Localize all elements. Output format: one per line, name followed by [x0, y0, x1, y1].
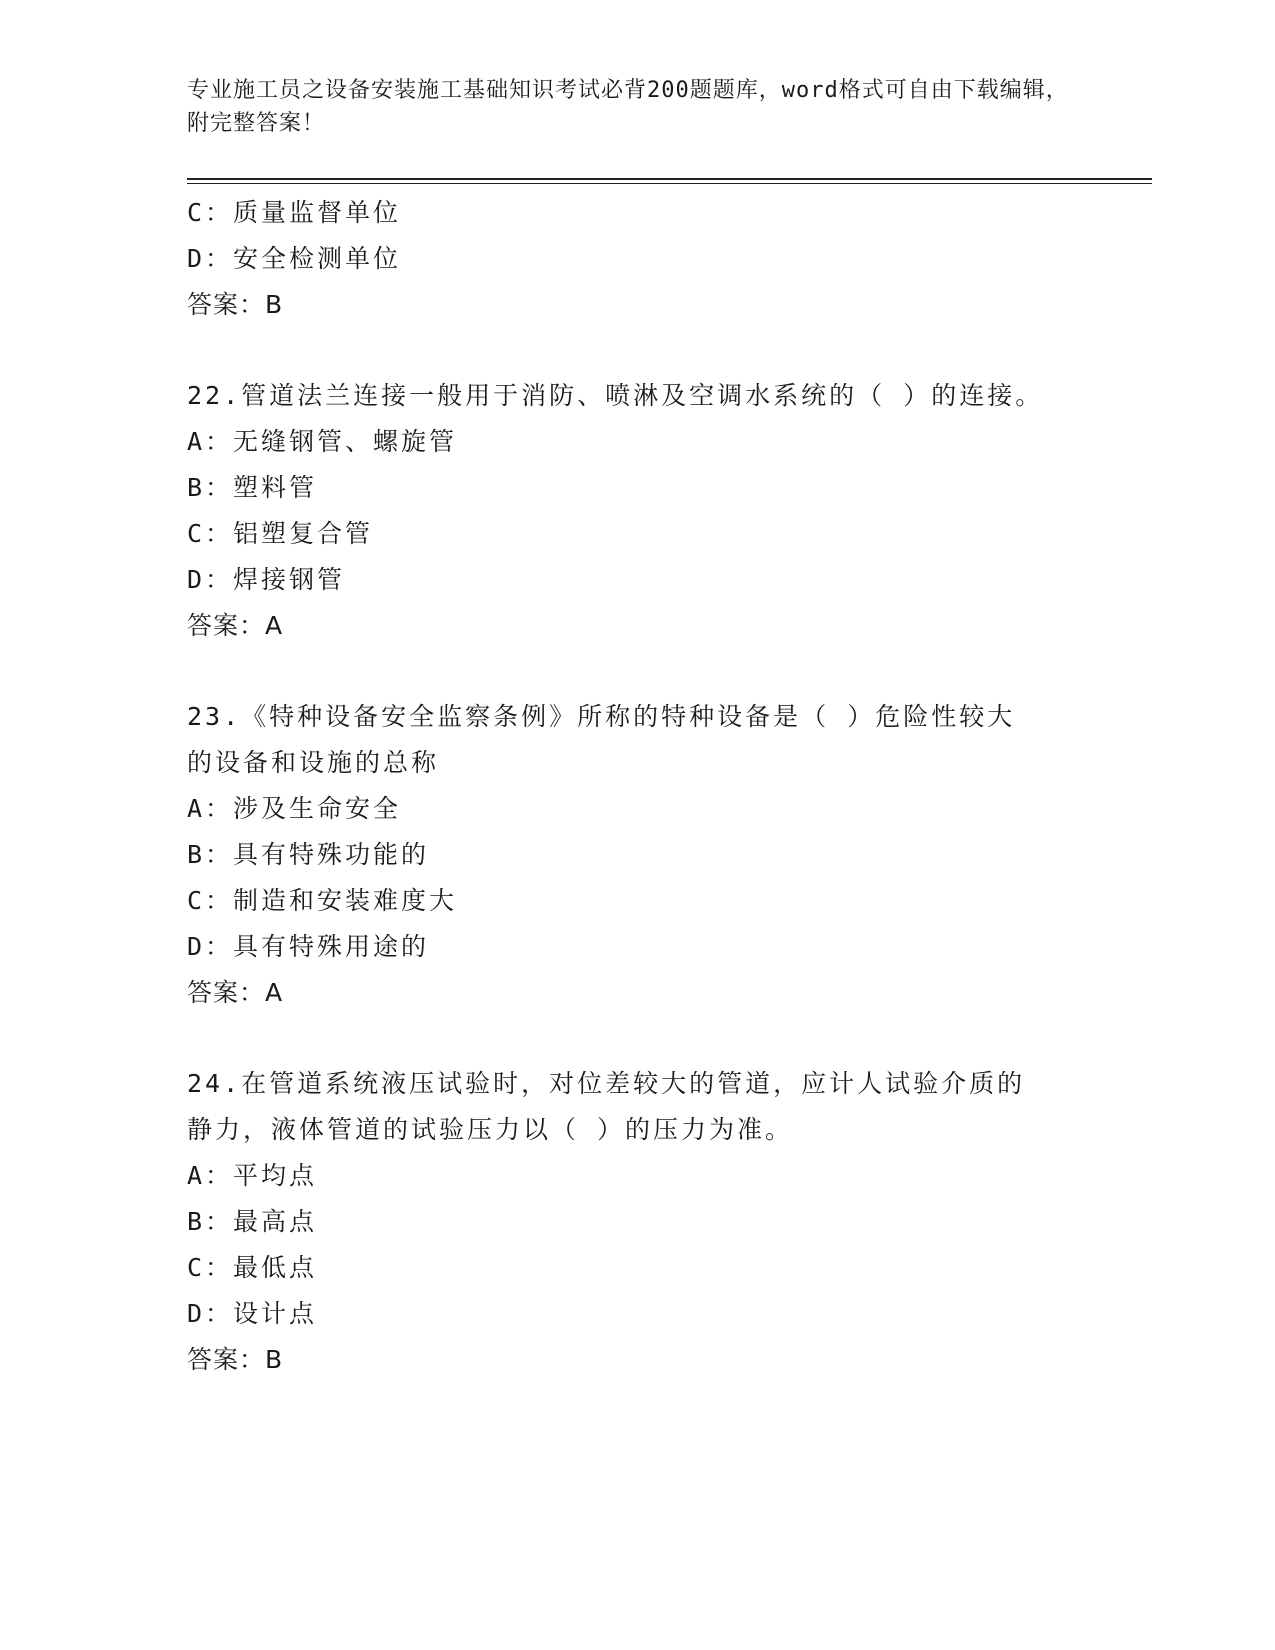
question-24: [187, 1061, 1087, 1383]
header-divider-thin: [187, 183, 1152, 184]
option-c: C：制造和安装难度大: [187, 886, 458, 915]
option-b: B：具有特殊功能的: [187, 840, 430, 869]
option-c: C：最低点: [187, 1253, 318, 1282]
spacer: [187, 649, 1087, 694]
question-content: [187, 190, 1087, 1383]
option-d: D：具有特殊用途的: [187, 932, 430, 961]
option-c: C：铝塑复合管: [187, 519, 374, 548]
header-divider-thick: [187, 178, 1152, 180]
question-fragment-21: [187, 190, 1087, 328]
document-header-title: 专业施工员之设备安装施工基础知识考试必背200题题库，word格式可自由下载编辑，附完整答案！: [187, 78, 1069, 136]
option-a: A：平均点: [187, 1161, 318, 1190]
option-a: A：涉及生命安全: [187, 794, 402, 823]
option-b: B：塑料管: [187, 473, 318, 502]
spacer: [187, 328, 1087, 373]
option-d: D：焊接钢管: [187, 565, 346, 594]
answer-label: 答案：B: [187, 290, 284, 319]
spacer: [187, 1016, 1087, 1061]
option-d: D：安全检测单位: [187, 244, 402, 273]
option-a: A：无缝钢管、螺旋管: [187, 427, 458, 456]
question-text: 23.《特种设备安全监察条例》所称的特种设备是（ ）危险性较大的设备和设施的总称: [187, 702, 1016, 777]
question-22: [187, 373, 1087, 649]
answer-label: 答案：B: [187, 1345, 284, 1374]
question-text: 24.在管道系统液压试验时，对位差较大的管道，应计人试验介质的静力，液体管道的试验压力以（ ）的压力为准。: [187, 1069, 1026, 1144]
question-text: 22.管道法兰连接一般用于消防、喷淋及空调水系统的（ ）的连接。: [187, 381, 1044, 410]
answer-label: 答案：A: [187, 978, 284, 1007]
answer-label: 答案：A: [187, 611, 284, 640]
option-c: C：质量监督单位: [187, 198, 402, 227]
option-b: B：最高点: [187, 1207, 318, 1236]
question-23: [187, 694, 1087, 1016]
option-d: D：设计点: [187, 1299, 318, 1328]
